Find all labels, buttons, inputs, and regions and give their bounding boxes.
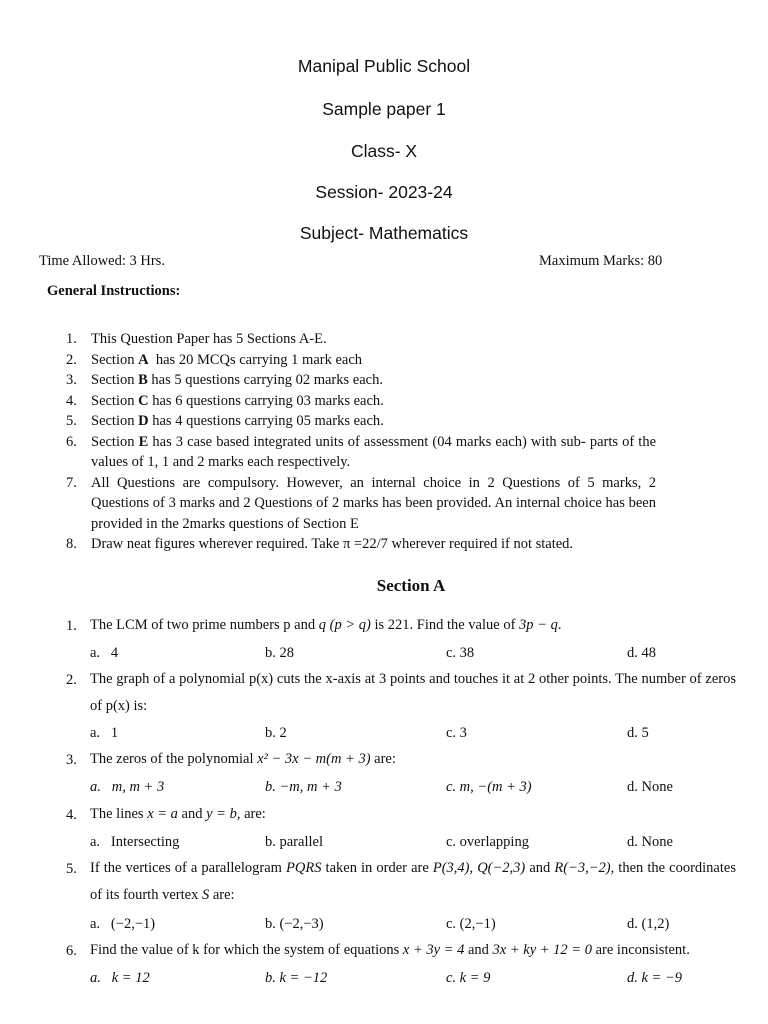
question-2-options <box>90 725 730 745</box>
instruction-number: 3. <box>66 372 77 388</box>
option-b: b. −m, m + 3 <box>265 779 342 795</box>
instruction-item <box>66 473 656 535</box>
question-6-options <box>90 970 730 990</box>
instruction-text <box>91 350 656 371</box>
instruction-suffix: has 6 questions carrying 03 marks each. <box>148 392 384 409</box>
question-text: The LCM of two prime numbers p and q (p > q) is 221. Find the value of 3p − q. <box>90 617 562 633</box>
question-number: 4. <box>66 807 77 823</box>
question-text: The zeros of the polynomial x² − 3x − m(m + 3) are: <box>90 751 396 767</box>
instruction-prefix: Section <box>91 392 139 409</box>
option-d: d. 5 <box>627 725 649 741</box>
instruction-text <box>91 391 656 412</box>
option-a: a. 1 <box>90 725 119 741</box>
instruction-suffix: has 5 questions carrying 02 marks each. <box>147 372 383 388</box>
option-d: d. (1,2) <box>627 916 670 932</box>
instruction-text: All Questions are compulsory. However, an internal choice in 2 Questions of 5 marks, 2 Questions of 3 marks and 2 Questions of 2 marks has been provided. An internal choice has been provided in the 2marks questions of Section E <box>91 474 656 532</box>
session-label: Session- 2023-24 <box>315 182 453 202</box>
instruction-prefix: Section <box>91 413 139 429</box>
instruction-text <box>91 432 656 473</box>
question-4-options <box>90 834 730 854</box>
question-text: If the vertices of a parallelogram PQRS taken in order are P(3,4), Q(−2,3) and R(−3,−2), then the coordinates of its fourth vertex S are: <box>90 860 736 903</box>
question-5-options <box>90 916 730 936</box>
question-number: 3. <box>66 752 77 768</box>
option-c: c. k = 9 <box>446 970 491 986</box>
question-6 <box>66 937 736 964</box>
instruction-text <box>91 411 656 432</box>
paper-title: Sample paper 1 <box>322 99 446 119</box>
option-c: c. overlapping <box>446 834 529 850</box>
option-c: c. 38 <box>446 645 475 661</box>
option-b: b. (−2,−3) <box>265 916 324 932</box>
option-d: d. None <box>627 834 673 850</box>
option-d: d. k = −9 <box>627 970 683 986</box>
option-b: b. 28 <box>265 645 294 661</box>
maximum-marks: Maximum Marks: 80 <box>539 253 663 269</box>
option-a: a. k = 12 <box>90 970 150 986</box>
instruction-number: 5. <box>66 413 77 429</box>
question-5 <box>66 855 736 909</box>
question-2 <box>66 666 736 720</box>
subject-label: Subject- Mathematics <box>299 223 469 243</box>
section-a-title: Section A <box>376 576 446 595</box>
option-d: d. None <box>627 779 673 795</box>
question-3-options <box>90 779 730 799</box>
instruction-item <box>66 350 656 371</box>
general-instructions-title: General Instructions: <box>47 283 181 299</box>
option-c: c. m, −(m + 3) <box>446 779 532 795</box>
question-4 <box>66 801 736 828</box>
section-letter: C <box>138 392 149 409</box>
instruction-item <box>66 534 656 555</box>
question-text: Find the value of k for which the system of equations x + 3y = 4 and 3x + ky + 12 = 0 are inconsistent. <box>90 942 690 958</box>
school-name: Manipal Public School <box>297 56 471 76</box>
section-letter: D <box>138 413 149 429</box>
instruction-suffix: has 20 MCQs carrying 1 mark each <box>148 351 363 368</box>
instruction-number: 2. <box>66 351 77 368</box>
instruction-text: This Question Paper has 5 Sections A-E. <box>91 331 327 347</box>
instruction-item <box>66 370 656 391</box>
section-letter: B <box>138 372 148 388</box>
option-a: a. 4 <box>90 645 119 661</box>
option-a: a. m, m + 3 <box>90 779 165 795</box>
instruction-item <box>66 391 656 412</box>
instruction-number: 4. <box>66 392 77 409</box>
section-letter: E <box>138 433 149 450</box>
question-3 <box>66 746 736 773</box>
option-b: b. parallel <box>265 834 323 850</box>
instruction-text: Draw neat figures wherever required. Take π =22/7 wherever required if not stated. <box>91 536 574 552</box>
instruction-prefix: Section <box>91 372 139 388</box>
option-b: b. 2 <box>265 725 287 741</box>
instruction-suffix: has 4 questions carrying 05 marks each. <box>148 413 384 429</box>
question-number: 2. <box>66 672 77 688</box>
section-letter: A <box>138 351 149 368</box>
class-label: Class- X <box>350 141 418 161</box>
question-text: The lines x = a and y = b, are: <box>90 806 266 822</box>
instructions-list <box>66 329 656 555</box>
instruction-item <box>66 432 656 473</box>
instruction-number: 6. <box>66 433 77 450</box>
instruction-number: 7. <box>66 474 77 491</box>
question-text: The graph of a polynomial p(x) cuts the x-axis at 3 points and touches it at 2 other points. The number of zeros of p(x) is: <box>90 671 736 714</box>
question-number: 1. <box>66 618 77 634</box>
option-d: d. 48 <box>627 645 656 661</box>
time-allowed: Time Allowed: 3 Hrs. <box>39 253 165 269</box>
instruction-prefix: Section <box>91 351 139 368</box>
instruction-number: 8. <box>66 536 77 552</box>
question-1 <box>66 612 736 639</box>
option-c: c. 3 <box>446 725 467 741</box>
instruction-suffix: has 3 case based integrated units of assessment (04 marks each) with sub- parts of the values of 1, 1 and 2 marks each respectively. <box>91 433 657 470</box>
instruction-text <box>91 370 656 391</box>
option-c: c. (2,−1) <box>446 916 496 932</box>
instruction-number: 1. <box>66 331 77 347</box>
instruction-item <box>66 329 656 350</box>
question-1-options <box>90 645 730 665</box>
instruction-prefix: Section <box>91 433 139 450</box>
question-number: 6. <box>66 943 77 959</box>
instruction-item <box>66 411 656 432</box>
option-a: a. Intersecting <box>90 834 180 850</box>
option-a: a. (−2,−1) <box>90 916 156 932</box>
option-b: b. k = −12 <box>265 970 328 986</box>
question-number: 5. <box>66 861 77 877</box>
